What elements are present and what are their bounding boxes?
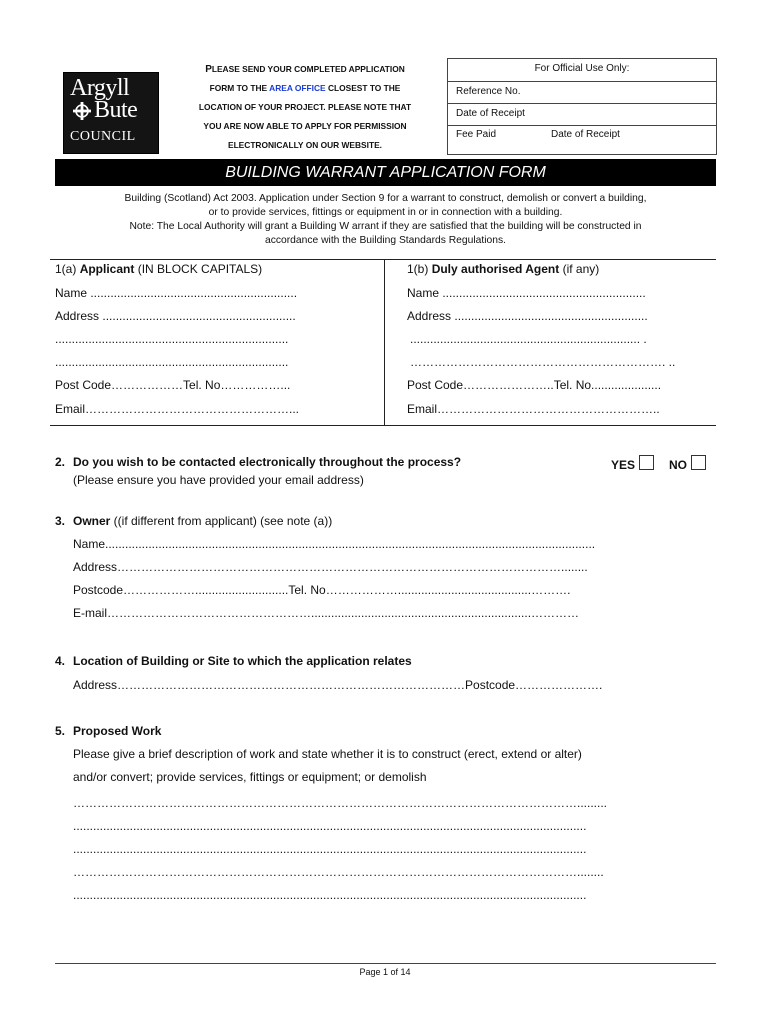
instr-line-4: YOU ARE NOW ABLE TO APPLY FOR PERMISSION bbox=[203, 121, 407, 131]
applicant-address-line-3[interactable]: ...................................................................... bbox=[55, 355, 289, 369]
instr-capital: P bbox=[205, 64, 212, 75]
agent-name-field[interactable]: Name ............................................................. bbox=[407, 286, 646, 300]
agent-title: Duly authorised Agent bbox=[431, 262, 560, 276]
logo-text-bute: Bute bbox=[94, 97, 138, 123]
agent-num: 1(b) bbox=[407, 262, 432, 276]
agent-email-field[interactable]: Email……………………………………………….. bbox=[407, 402, 660, 416]
q5-number: 5. bbox=[55, 724, 66, 738]
owner-postcode-tel-field[interactable]: Postcode………………............................Tel. No………………........................................………. bbox=[73, 583, 571, 597]
owner-title: Owner bbox=[73, 514, 111, 528]
submission-instructions bbox=[170, 60, 440, 155]
yes-option bbox=[611, 455, 654, 472]
q3-number: 3. bbox=[55, 514, 66, 528]
intro-line-3: Note: The Local Authority will grant a Building W arrant if they are satisfied that the building will be constructed in bbox=[129, 221, 642, 232]
owner-suffix: ((if different from applicant) (see note (a)) bbox=[110, 514, 333, 528]
section-1-top-rule bbox=[50, 259, 716, 260]
official-use-title: For Official Use Only: bbox=[534, 63, 630, 74]
applicant-title: Applicant bbox=[79, 262, 135, 276]
no-label: NO bbox=[669, 458, 687, 472]
proposed-work-line-4[interactable]: ………………………………………………………………………………………………………………........ bbox=[73, 865, 604, 879]
logo-text-council: COUNCIL bbox=[70, 129, 136, 144]
footer-rule bbox=[55, 963, 716, 964]
q5-description-2: and/or convert; provide services, fittings or equipment; or demolish bbox=[73, 770, 427, 784]
proposed-work-line-2[interactable]: .......................................................................................................................................................... bbox=[73, 819, 587, 833]
agent-address-field[interactable]: Address .......................................................... bbox=[407, 309, 648, 323]
yes-label: YES bbox=[611, 458, 636, 472]
section-1-divider bbox=[384, 259, 385, 425]
page-number: Page 1 of 14 bbox=[359, 967, 411, 977]
q3-heading bbox=[73, 514, 332, 528]
proposed-work-line-1[interactable]: ………………………………………………………………………………………………………………......... bbox=[73, 796, 608, 810]
owner-email-field[interactable]: E-mail……………………………………………..................................................................………… bbox=[73, 606, 580, 620]
applicant-name-field[interactable]: Name .............................................................. bbox=[55, 286, 298, 300]
form-title: BUILDING WARRANT APPLICATION FORM bbox=[55, 159, 716, 186]
agent-postcode-tel-field[interactable]: Post Code…………………..Tel. No..................... bbox=[407, 378, 662, 392]
reference-no-label: Reference No. bbox=[456, 86, 521, 97]
q4-number: 4. bbox=[55, 654, 66, 668]
site-address-postcode-field[interactable]: Address……………………………………………………………………………Postcode…………………. bbox=[73, 678, 603, 692]
q5-description-1: Please give a brief description of work and state whether it is to construct (erect, extend or alter) bbox=[73, 747, 582, 761]
applicant-num: 1(a) bbox=[55, 262, 80, 276]
instr-line-3: LOCATION OF YOUR PROJECT. PLEASE NOTE THAT bbox=[198, 102, 412, 112]
agent-address-line-3[interactable]: ………………………………………………………. .. bbox=[410, 355, 676, 369]
agent-heading bbox=[407, 262, 599, 276]
applicant-email-field[interactable]: Email……………………………………………... bbox=[55, 402, 300, 416]
intro-line-2: or to provide services, fittings or equipment in or in connection with a building. bbox=[208, 207, 563, 218]
applicant-postcode-tel-field[interactable]: Post Code………………Tel. No……………... bbox=[55, 378, 291, 392]
applicant-heading bbox=[55, 262, 262, 276]
yes-checkbox[interactable] bbox=[639, 455, 654, 470]
no-checkbox[interactable] bbox=[691, 455, 706, 470]
section-1-bottom-rule bbox=[50, 425, 716, 426]
fee-paid-label: Fee Paid bbox=[456, 129, 497, 140]
date-of-receipt-label: Date of Receipt bbox=[456, 108, 525, 119]
intro-line-1: Building (Scotland) Act 2003. Application under Section 9 for a warrant to construct, demolish or convert a building, bbox=[124, 193, 647, 204]
proposed-work-line-3[interactable]: .......................................................................................................................................................... bbox=[73, 842, 587, 856]
applicant-suffix: (IN BLOCK CAPITALS) bbox=[134, 262, 263, 276]
date-of-receipt-label-2: Date of Receipt bbox=[551, 129, 620, 140]
applicant-address-field[interactable]: Address .......................................................... bbox=[55, 309, 296, 323]
instr-line-2b: CLOSEST TO THE bbox=[325, 83, 401, 93]
q4-heading: Location of Building or Site to which the application relates bbox=[73, 654, 412, 668]
q5-heading: Proposed Work bbox=[73, 724, 162, 738]
q2-note: (Please ensure you have provided your email address) bbox=[73, 473, 364, 487]
proposed-work-line-5[interactable]: .......................................................................................................................................................... bbox=[73, 888, 587, 902]
q2-question: Do you wish to be contacted electronically throughout the process? bbox=[73, 455, 462, 469]
intro-text bbox=[55, 192, 716, 248]
applicant-address-line-2[interactable]: ...................................................................... bbox=[55, 332, 289, 346]
instr-line-5: ELECTRONICALLY ON OUR WEBSITE. bbox=[227, 140, 383, 150]
official-use-box bbox=[447, 58, 717, 155]
celtic-cross-icon bbox=[72, 101, 92, 121]
agent-suffix: (if any) bbox=[559, 262, 600, 276]
no-option bbox=[669, 455, 706, 472]
owner-name-field[interactable]: Name................................................................................................................................................... bbox=[73, 537, 596, 551]
area-office-link[interactable]: AREA OFFICE bbox=[269, 83, 326, 93]
instr-line-2a: FORM TO THE bbox=[209, 83, 270, 93]
intro-line-4: accordance with the Building Standards Regulations. bbox=[265, 235, 506, 246]
agent-address-line-2[interactable]: ..................................................................... . bbox=[410, 332, 647, 346]
q2-number: 2. bbox=[55, 455, 66, 469]
instr-line-1: LEASE SEND YOUR COMPLETED APPLICATION bbox=[211, 64, 405, 74]
council-logo bbox=[63, 72, 159, 154]
logo-text-argyll: Argyll bbox=[70, 75, 130, 101]
owner-address-field[interactable]: Address…………………………………………………………………………………………………........ bbox=[73, 560, 588, 574]
